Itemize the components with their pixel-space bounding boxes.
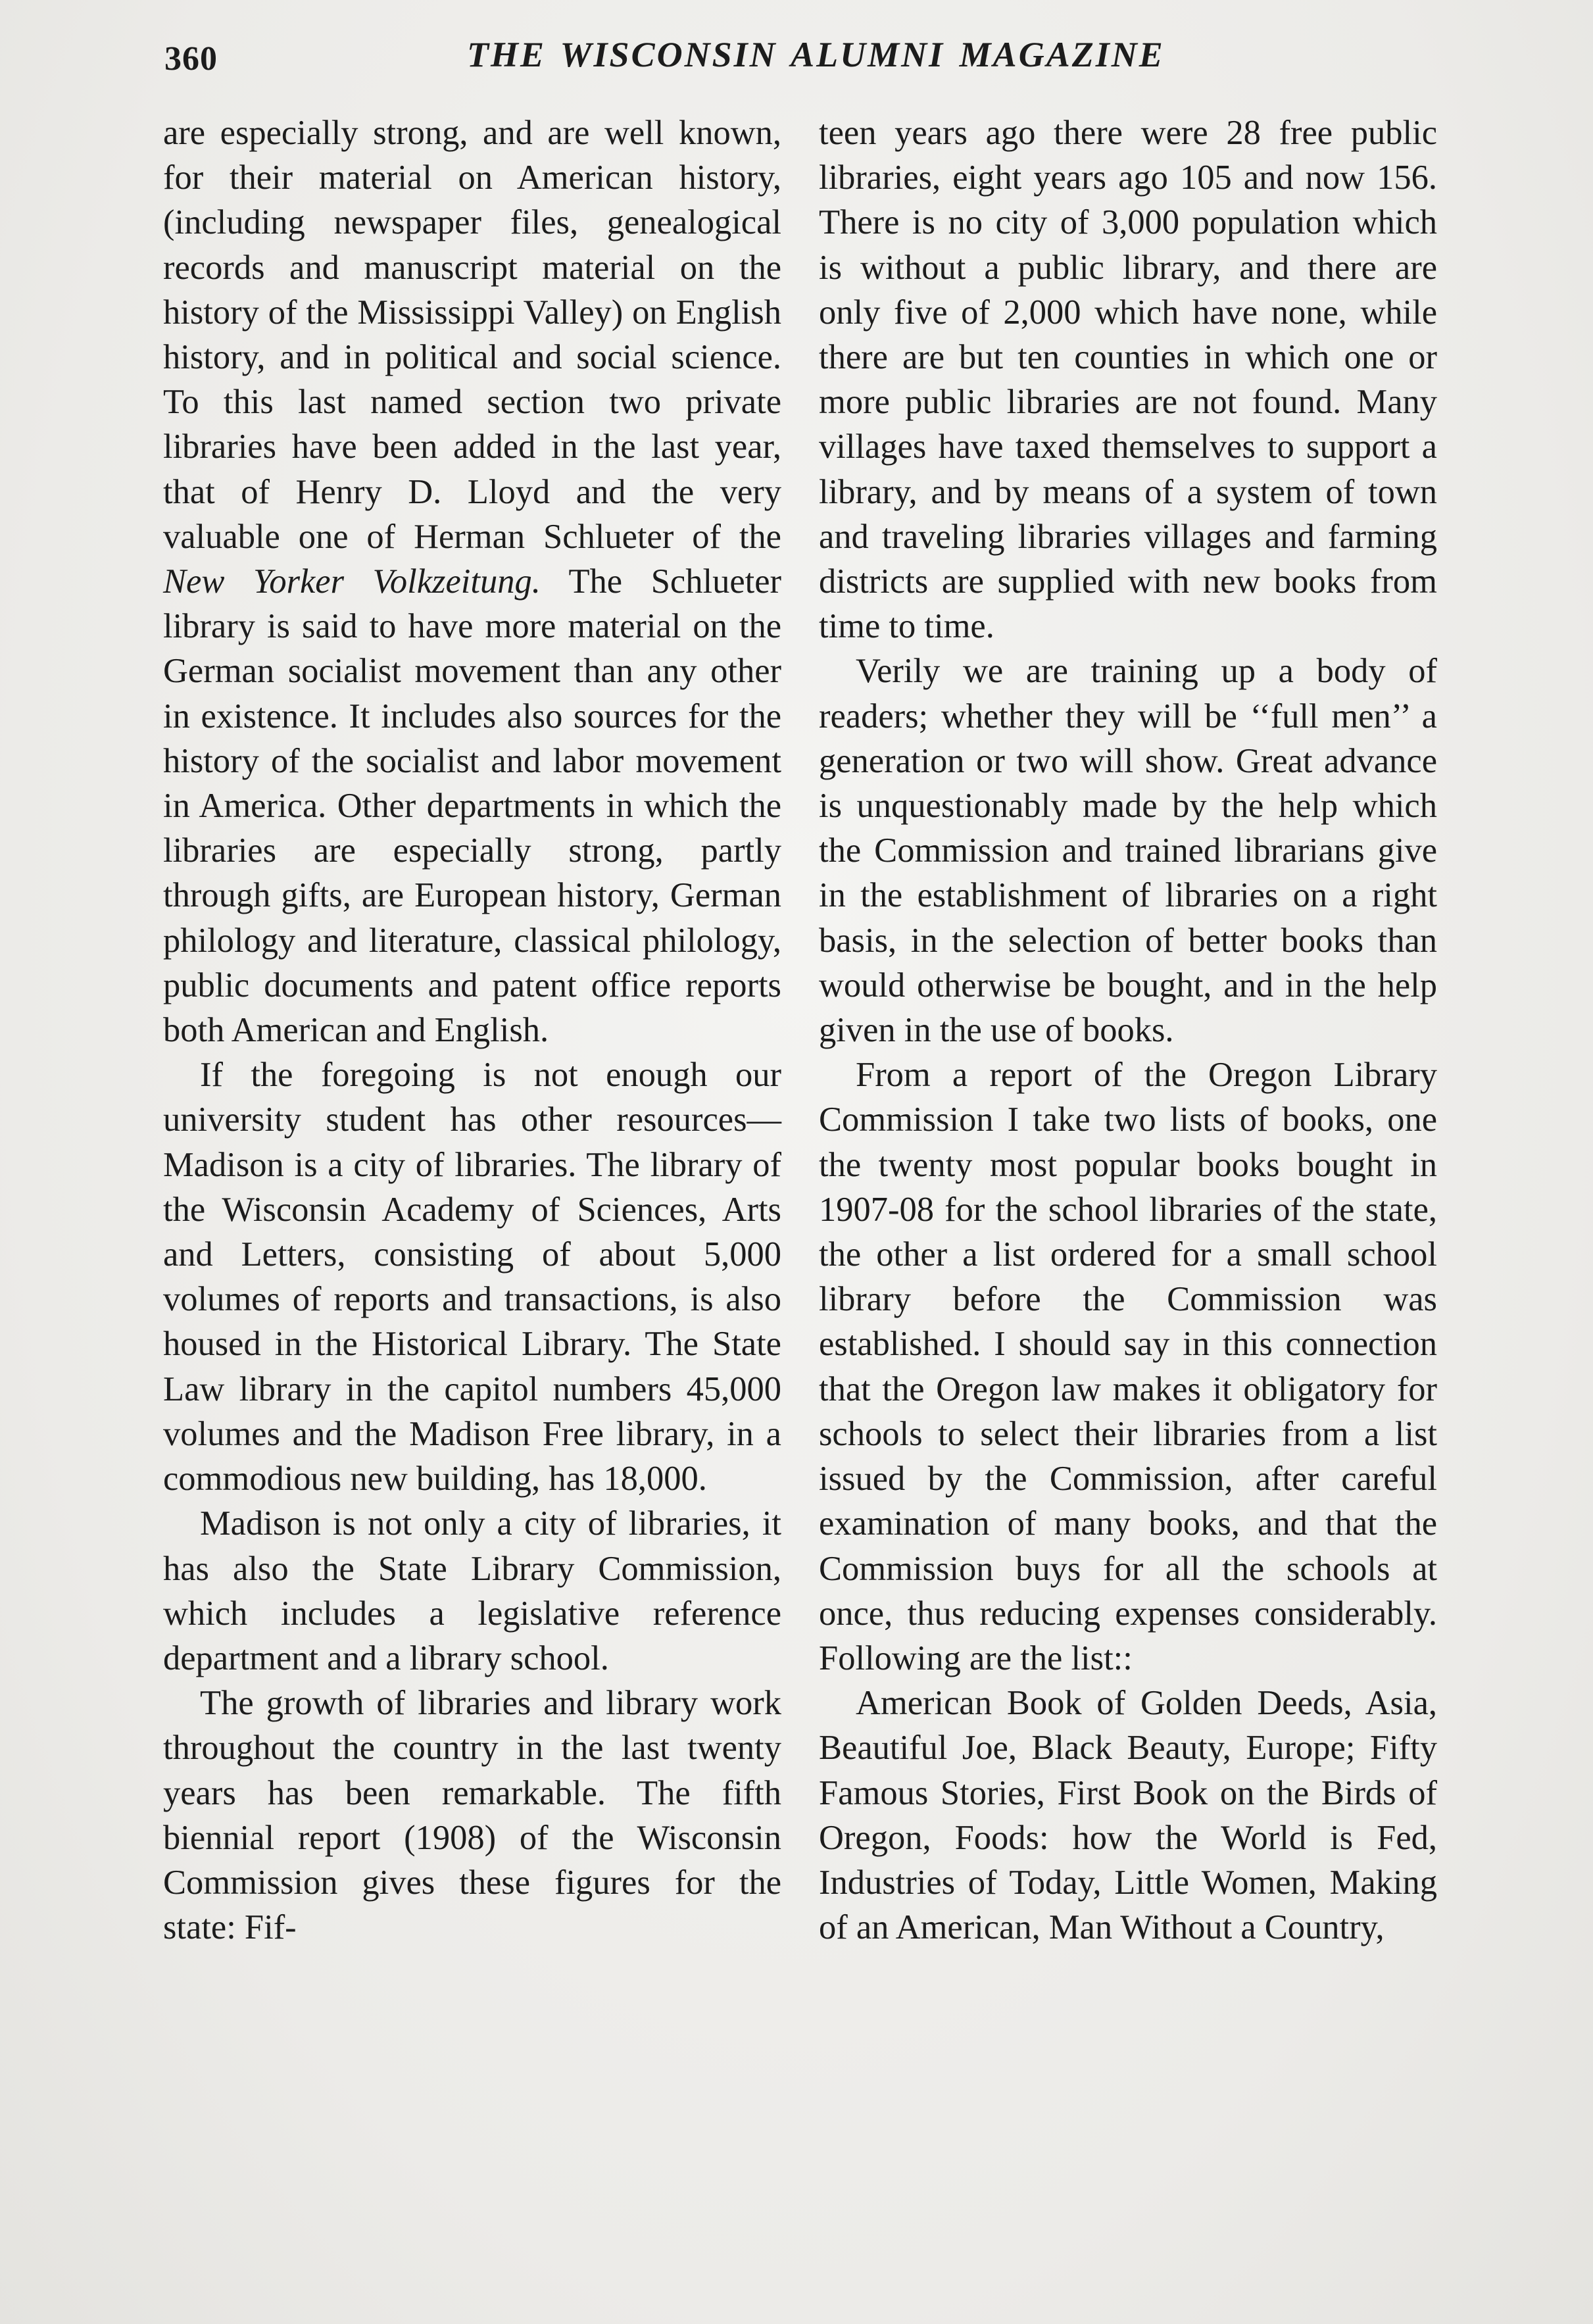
left-paragraph-1 [163, 111, 781, 1052]
left-paragraph-2: If the foregoing is not enough our university student has other resources—Madison is a city of libraries. The library of the Wisconsin Academy of Sciences, Arts and Letters, consisting of about 5,000 volumes of reports and transactions, is also housed in the Historical Library. The State Law library in the capitol numbers 45,000 volumes and the Madison Free library, in a commodious new building, has 18,000. [163, 1056, 781, 1498]
left-paragraph-3: Madison is not only a city of libraries, it has also the State Library Commission, which includes a legislative reference department and a library school. [163, 1504, 781, 1677]
page-header [164, 34, 1454, 87]
right-column [819, 111, 1437, 1950]
page-number: 360 [164, 40, 218, 78]
right-paragraph-3: From a report of the Oregon Library Commission I take two lists of books, one the twenty most popular books bought in 1907-08 for the school libraries of the state, the other a list ordered for a small school library before the Commission was established. I should say in this connection that the Oregon law makes it obligatory for schools to select their libraries from a list issued by the Commission, after careful examination of many books, and that the Commission buys for all the schools at once, thus reducing expenses considerably. Following are the list:: [819, 1056, 1437, 1677]
left-paragraph-1-text-b: The Schlueter library is said to have more material on the German socialist movement than any other in existence. It includes also sources for the history of the socialist and labor movement in America. Other departments in which the libraries are especially strong, partly through gifts, are European history, German philology and literature, classical philology, public documents and patent office reports both American and English. [163, 562, 781, 1050]
left-paragraph-1-text-a: are especially strong, and are well known, for their material on American history, (including newspaper files, genealogical records and manuscript material on the history of the Mississippi Valley) on English history, and in political and social science. To this last named section two private libraries have been added in the last year, that of Henry D. Lloyd and the very valuable one of Herman Schlueter of the [163, 114, 781, 556]
right-paragraph-4: American Book of Golden Deeds, Asia, Beautiful Joe, Black Beauty, Europe; Fifty Famous Stories, First Book on the Birds of Oregon, Foods: how the World is Fed, Industries of Today, Little Women, Making of an American, Man Without a Country, [819, 1684, 1437, 1947]
right-paragraph-2: Verily we are training up a body of readers; whether they will be ‘‘full men’’ a generation or two will show. Great advance is unquestionably made by the help which the Commission and trained librarians give in the establishment of libraries on a right basis, in the selection of better books than would otherwise be bought, and in the help given in the use of books. [819, 652, 1437, 1050]
running-head: THE WISCONSIN ALUMNI MAGAZINE [467, 35, 1165, 74]
newspaper-title: New Yorker Volkzeitung. [163, 562, 541, 601]
left-paragraph-4: The growth of libraries and library work throughout the country in the last twenty years has been remarkable. The fifth biennial report (1908) of the Wisconsin Commission gives these figures for the state: Fif- [163, 1684, 781, 1947]
right-paragraph-1: teen years ago there were 28 free public libraries, eight years ago 105 and now 156. There is no city of 3,000 population which is without a public library, and there are only five of 2,000 which have none, while there are but ten counties in which one or more public libraries are not found. Many villages have taxed themselves to support a library, and by means of a system of town and traveling libraries villages and farming districts are supplied with new books from time to time. [819, 114, 1437, 646]
left-column [163, 111, 781, 1950]
